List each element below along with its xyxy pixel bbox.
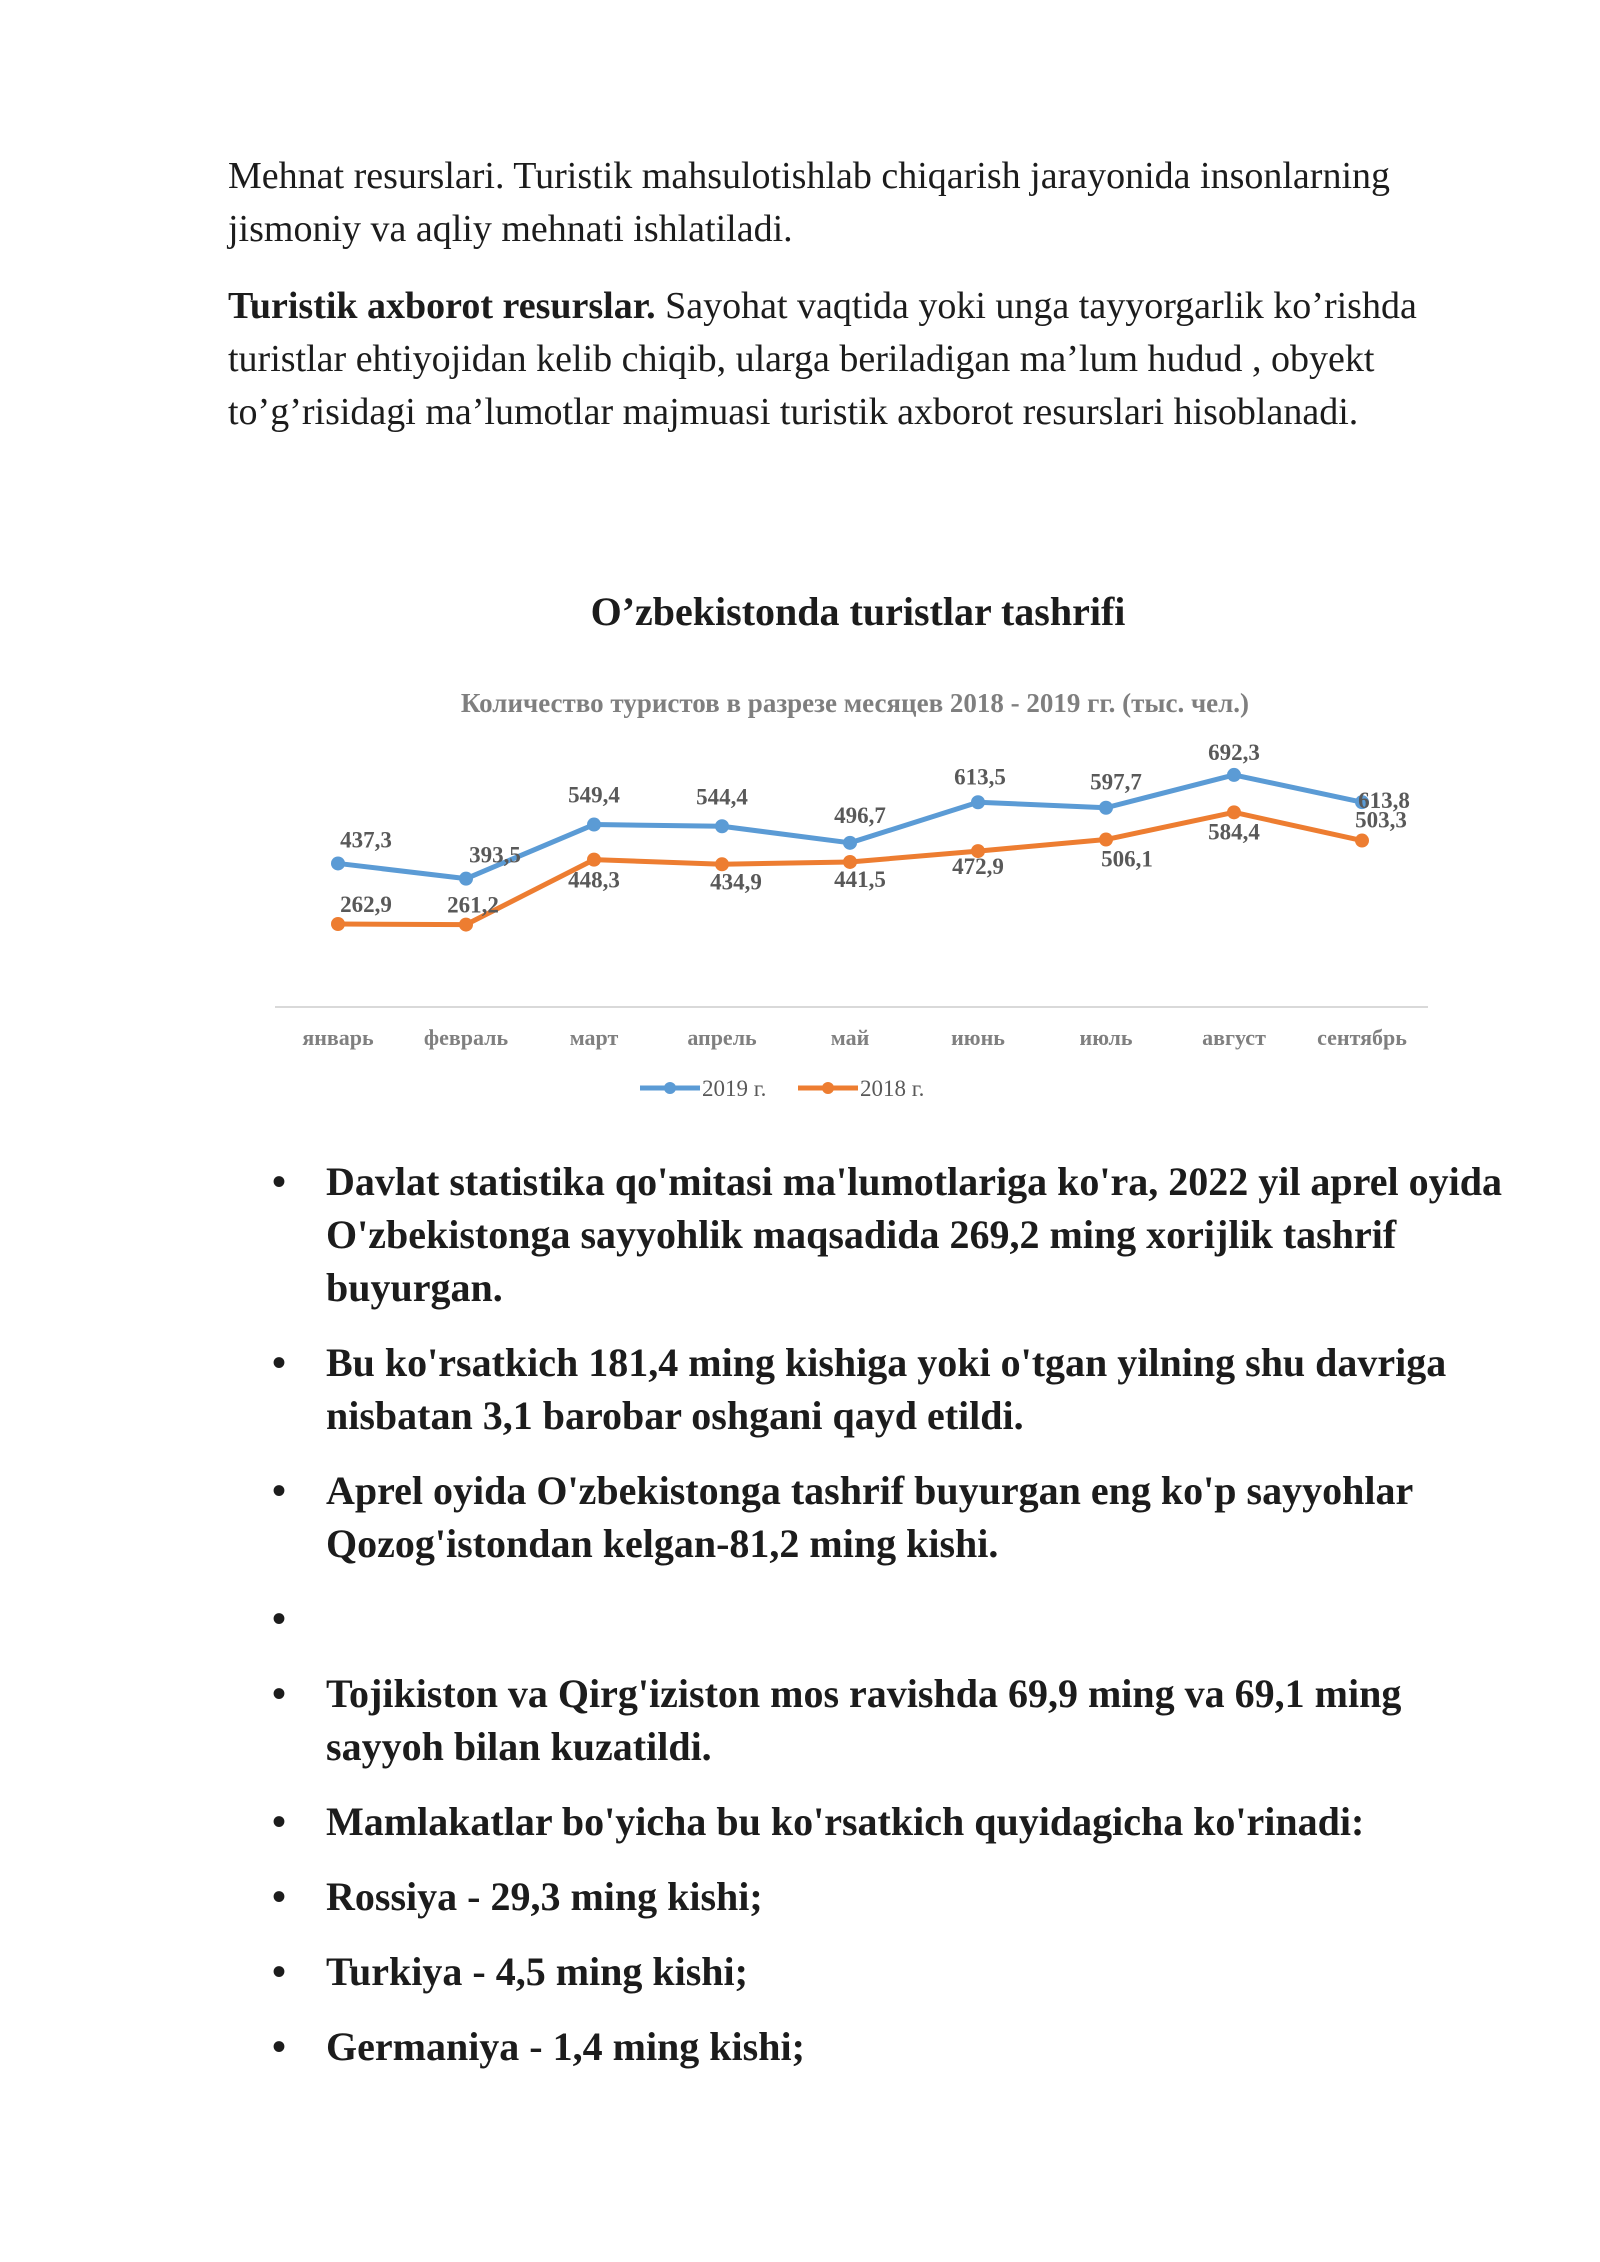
data-label: 597,7 (1090, 769, 1142, 795)
data-label: 472,9 (952, 854, 1004, 880)
bullet-item (226, 1945, 1526, 1998)
paragraph-body: Sayohat vaqtida yoki unga tayyorgarlik ko’rishda turistlar ehtiyojidan kelib chiqib, ularga beriladigan ma’lum hudud , obyekt to’g’risidagi ma’lumotlar majmuasi turistik axborot resurslari hisoblanadi. (228, 285, 1417, 433)
data-label: 441,5 (834, 866, 886, 892)
bullet-item (226, 1336, 1526, 1442)
bullet-dot-icon: • (272, 1874, 287, 1919)
data-label: 434,9 (710, 869, 762, 895)
paragraph-labor-resources: Mehnat resurslari. Turistik mahsulotishlab chiqarish jarayonida insonlarning jismoniy va aqliy mehnati ishlatiladi. (228, 155, 1391, 250)
data-point (331, 856, 345, 870)
data-label: 613,8 (1358, 788, 1410, 814)
data-point (1227, 805, 1241, 819)
data-label: 584,4 (1208, 819, 1260, 845)
bullet-dot-icon: • (272, 1596, 287, 1641)
x-tick-label: март (569, 1025, 619, 1050)
bullet-dot-icon: • (272, 1468, 287, 1513)
data-label: 393,5 (469, 842, 521, 868)
legend-label: 2018 г. (860, 1076, 925, 1101)
x-tick-label: июнь (951, 1025, 1005, 1050)
x-tick-label: июль (1079, 1025, 1133, 1050)
data-point (1099, 833, 1113, 847)
bullet-text: Aprel oyida O'zbekistonga tashrif buyurgan eng ko'p sayyohlar Qozog'istondan kelgan-81,2 ming kishi. (326, 1468, 1413, 1566)
data-point (587, 853, 601, 867)
paragraph-info-resources (228, 280, 1468, 439)
bullet-dot-icon: • (272, 1159, 287, 1204)
bullet-item (226, 1592, 1526, 1645)
data-label: 496,7 (834, 802, 886, 828)
data-point (1355, 834, 1369, 848)
bullet-text: Turkiya - 4,5 ming kishi; (326, 1949, 748, 1994)
tourist-line-chart (270, 672, 1440, 1122)
bullet-text: Rossiya - 29,3 ming kishi; (326, 1874, 763, 1919)
data-point (331, 917, 345, 931)
bullet-text: Tojikiston va Qirg'iziston mos ravishda 69,9 ming va 69,1 ming sayyoh bilan kuzatildi. (326, 1671, 1402, 1769)
legend-marker-icon (822, 1082, 834, 1094)
data-label: 437,3 (340, 827, 392, 853)
data-point (459, 918, 473, 932)
data-label: 261,2 (447, 892, 499, 918)
bullet-text: Davlat statistika qo'mitasi ma'lumotlariga ko'ra, 2022 yil aprel oyida O'zbekistonga sayyohlik maqsadida 269,2 ming xorijlik tashrif buyurgan. (326, 1159, 1502, 1310)
facts-bullet-list (226, 1155, 1526, 2095)
data-label: 692,3 (1208, 739, 1260, 765)
legend-label: 2019 г. (702, 1076, 767, 1101)
chart-title: Количество туристов в разрезе месяцев 2018 - 2019 гг. (тыс. чел.) (460, 688, 1250, 718)
x-tick-label: январь (302, 1025, 374, 1050)
data-point (459, 872, 473, 886)
bullet-dot-icon: • (272, 1799, 287, 1844)
bullet-dot-icon: • (272, 1949, 287, 1994)
paragraph-heading-bold: Turistik axborot resurslar. (228, 285, 656, 327)
bullet-item (226, 2020, 1526, 2073)
bullet-dot-icon: • (272, 1671, 287, 1716)
bullet-dot-icon: • (272, 2024, 287, 2069)
bullet-item (226, 1155, 1526, 1314)
legend-marker-icon (664, 1082, 676, 1094)
bullet-text: Bu ko'rsatkich 181,4 ming kishiga yoki o'tgan yilning shu davriga nisbatan 3,1 barobar oshgani qayd etildi. (326, 1340, 1447, 1438)
bullet-item (226, 1870, 1526, 1923)
x-tick-label: февраль (423, 1025, 509, 1050)
data-label: 448,3 (568, 867, 620, 893)
x-tick-label: сентябрь (1317, 1025, 1407, 1050)
x-tick-label: апрель (687, 1025, 757, 1050)
data-point (587, 818, 601, 832)
bullet-text: Mamlakatlar bo'yicha bu ko'rsatkich quyidagicha ko'rinadi: (326, 1799, 1365, 1844)
data-point (715, 819, 729, 833)
x-tick-label: август (1202, 1025, 1266, 1050)
figure-title: O’zbekistonda turistlar tashrifi (590, 589, 1126, 634)
bullet-item (226, 1795, 1526, 1848)
data-label: 549,4 (568, 782, 620, 808)
x-tick-label: май (830, 1025, 870, 1050)
data-point (843, 836, 857, 850)
data-point (1227, 768, 1241, 782)
data-label: 544,4 (696, 784, 748, 810)
data-point (1099, 801, 1113, 815)
bullet-item (226, 1464, 1526, 1570)
bullet-item (226, 1667, 1526, 1773)
bullet-text: Germaniya - 1,4 ming kishi; (326, 2024, 805, 2069)
data-label: 262,9 (340, 891, 392, 917)
data-label: 613,5 (954, 764, 1006, 790)
data-point (971, 795, 985, 809)
bullet-dot-icon: • (272, 1340, 287, 1385)
data-label: 506,1 (1101, 846, 1153, 872)
data-label: 503,3 (1355, 807, 1407, 833)
